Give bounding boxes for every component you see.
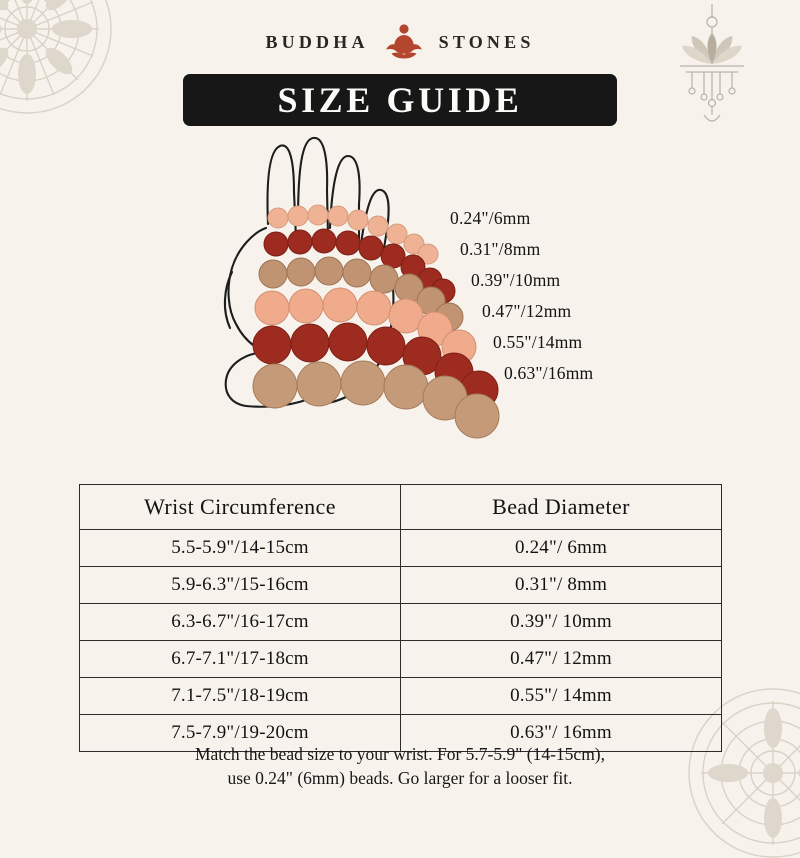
brand-lockup [0, 22, 800, 62]
cell-wrist: 5.9-6.3"/15-16cm [80, 567, 401, 604]
bead-callout: 0.47"/12mm [482, 301, 572, 321]
hand-with-bracelets-illustration [180, 128, 640, 468]
cell-bead: 0.24"/ 6mm [401, 530, 722, 567]
cell-wrist: 5.5-5.9"/14-15cm [80, 530, 401, 567]
table-row [80, 678, 722, 715]
footer-note-line-2: use 0.24" (6mm) beads. Go larger for a looser fit. [227, 768, 573, 788]
brand-word-right: STONES [438, 31, 535, 52]
cell-wrist: 6.3-6.7"/16-17cm [80, 604, 401, 641]
table-row [80, 530, 722, 567]
cell-bead: 0.63"/ 16mm [401, 715, 722, 752]
cell-bead: 0.39"/ 10mm [401, 604, 722, 641]
column-header-wrist: Wrist Circumference [80, 485, 401, 530]
bead-callout: 0.63"/16mm [504, 363, 594, 383]
table-row [80, 567, 722, 604]
footer-note [0, 742, 800, 790]
brand-word-left: BUDDHA [265, 31, 369, 52]
cell-bead: 0.55"/ 14mm [401, 678, 722, 715]
bead-callout: 0.55"/14mm [493, 332, 583, 352]
bead-callout: 0.31"/8mm [460, 239, 541, 259]
page-title-banner [183, 74, 617, 126]
bead-callout: 0.24"/6mm [450, 208, 531, 228]
table-row [80, 641, 722, 678]
footer-note-line-1: Match the bead size to your wrist. For 5.7-5.9" (14-15cm), [194, 744, 606, 764]
column-header-bead: Bead Diameter [401, 485, 722, 530]
meditating-buddha-icon [381, 22, 427, 62]
cell-wrist: 7.5-7.9"/19-20cm [80, 715, 401, 752]
cell-wrist: 6.7-7.1"/17-18cm [80, 641, 401, 678]
cell-bead: 0.31"/ 8mm [401, 567, 722, 604]
table-header-row [80, 485, 722, 530]
bead-callout: 0.39"/10mm [471, 270, 561, 290]
size-table [79, 484, 722, 752]
page-title: SIZE GUIDE [277, 80, 523, 120]
cell-bead: 0.47"/ 12mm [401, 641, 722, 678]
cell-wrist: 7.1-7.5"/18-19cm [80, 678, 401, 715]
table-row [80, 604, 722, 641]
